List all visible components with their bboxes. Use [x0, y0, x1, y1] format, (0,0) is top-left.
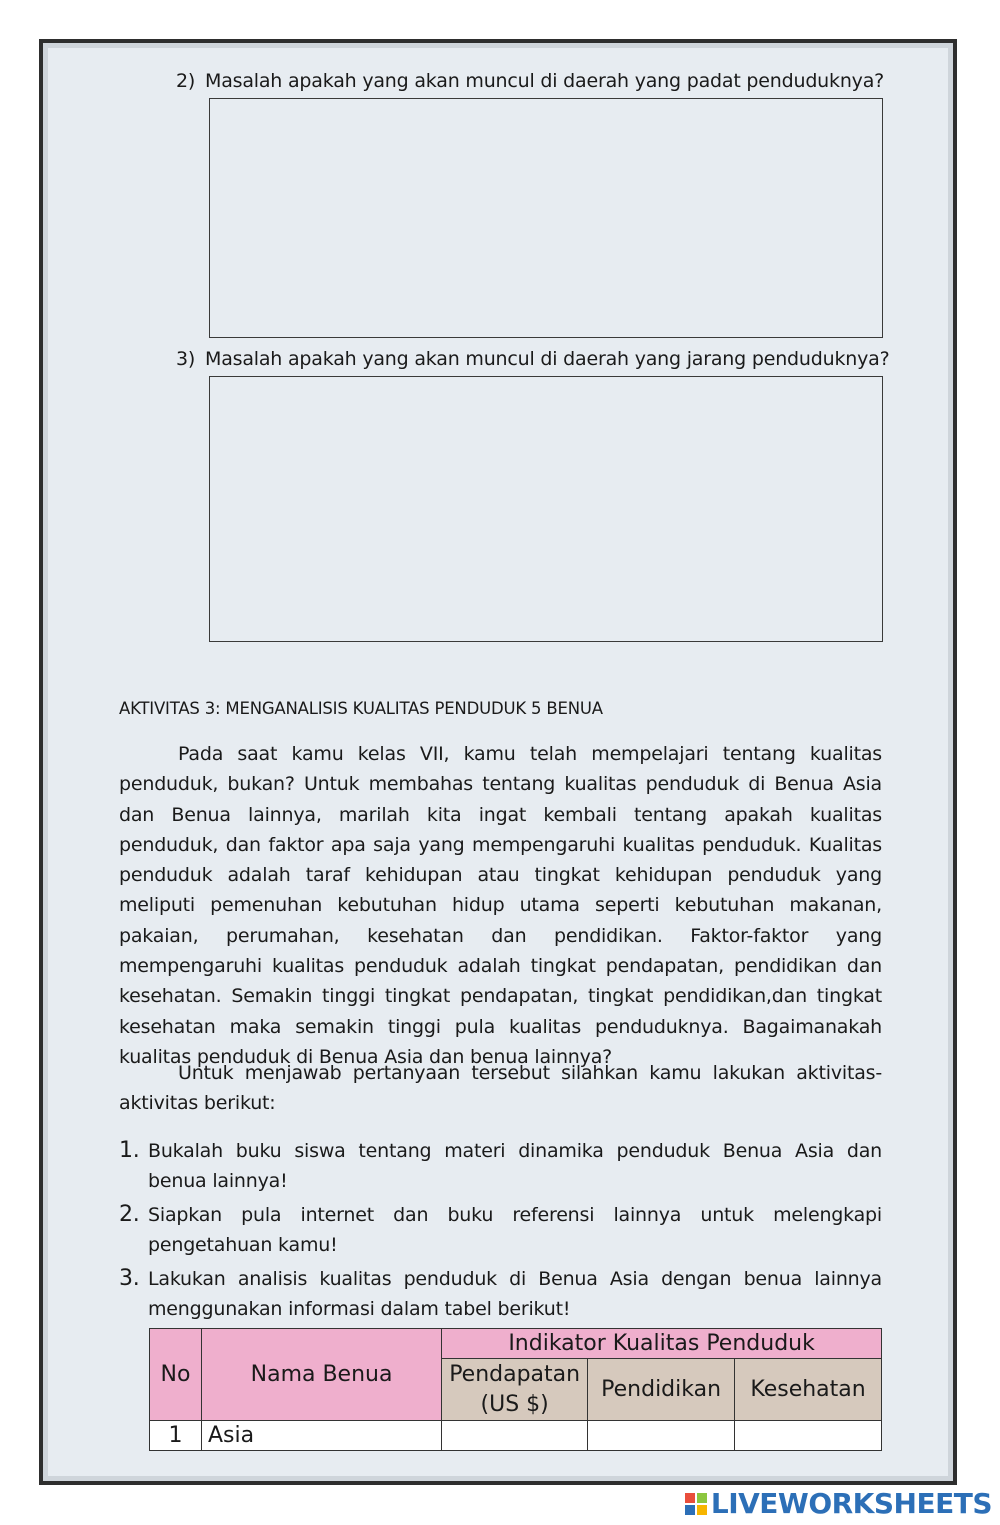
question-text: Masalah apakah yang akan muncul di daerah yang jarang penduduknya? — [205, 348, 890, 370]
header-income — [442, 1359, 588, 1421]
logo-icon — [685, 1493, 707, 1515]
step-number: 2. — [119, 1202, 140, 1227]
answer-box-question-2[interactable] — [209, 98, 883, 338]
question-number: 3) — [176, 348, 196, 370]
brand-name: LIVEWORKSHEETS — [710, 1487, 992, 1520]
cell-health-input[interactable] — [735, 1421, 882, 1451]
cell-continent: Asia — [201, 1421, 441, 1451]
cell-no: 1 — [150, 1421, 202, 1451]
population-quality-table — [149, 1328, 882, 1451]
table-row — [150, 1421, 882, 1451]
answer-box-question-3[interactable] — [209, 376, 883, 642]
intro-paragraph: Pada saat kamu kelas VII, kamu telah mempelajari tentang kualitas penduduk, bukan? Untuk membahas tentang kualitas penduduk di Benua Asia dan Benua lainnya, marilah kita ingat kembali tentang apakah kualitas penduduk, dan faktor apa saja yang mempengaruhi kualitas penduduk. Kualitas penduduk adalah taraf kehidupan atau tingkat kehidupan penduduk yang meliputi pemenuhan kebutuhan hidup utama seperti kebutuhan makanan, pakaian, perumahan, kesehatan dan pendidikan. Faktor-faktor yang mempengaruhi kualitas penduduk adalah tingkat pendapatan, pendidikan dan kesehatan. Semakin tinggi tingkat pendapatan, tingkat pendidikan,dan tingkat kesehatan maka semakin tinggi pula kualitas penduduknya. Bagaimanakah kualitas penduduk di Benua Asia dan benua lainnya? — [119, 743, 882, 1068]
header-health: Kesehatan — [735, 1359, 882, 1421]
step-text: Bukalah buku siswa tentang materi dinamika penduduk Benua Asia dan benua lainnya! — [148, 1140, 882, 1192]
step-text: Siapkan pula internet dan buku referensi lainnya untuk melengkapi pengetahuan kamu! — [148, 1204, 882, 1256]
question-2 — [176, 70, 884, 92]
list-item — [119, 1264, 882, 1324]
step-number: 1. — [119, 1138, 140, 1163]
header-indicator-group: Indikator Kualitas Penduduk — [442, 1329, 882, 1359]
liveworksheets-logo — [685, 1487, 992, 1520]
cell-income-input[interactable] — [442, 1421, 588, 1451]
list-item — [119, 1136, 882, 1196]
instruction-paragraph: Untuk menjawab pertanyaan tersebut silahkan kamu lakukan aktivitas-aktivitas berikut: — [119, 1062, 882, 1115]
activity-heading: AKTIVITAS 3: MENGANALISIS KUALITAS PENDUDUK 5 BENUA — [119, 699, 603, 718]
list-item — [119, 1200, 882, 1260]
step-number: 3. — [119, 1266, 140, 1291]
header-income-line1: Pendapatan — [449, 1361, 581, 1387]
step-text: Lakukan analisis kualitas penduduk di Benua Asia dengan benua lainnya menggunakan informasi dalam tabel berikut! — [148, 1268, 882, 1320]
cell-education-input[interactable] — [588, 1421, 735, 1451]
step-list — [119, 1136, 882, 1328]
header-education: Pendidikan — [588, 1359, 735, 1421]
worksheet-page — [39, 39, 957, 1485]
question-3 — [176, 348, 889, 370]
header-no: No — [150, 1329, 202, 1421]
question-text: Masalah apakah yang akan muncul di daerah yang padat penduduknya? — [205, 70, 885, 92]
header-continent-name: Nama Benua — [201, 1329, 441, 1421]
header-income-line2: (US $) — [480, 1391, 549, 1417]
question-number: 2) — [176, 70, 196, 92]
